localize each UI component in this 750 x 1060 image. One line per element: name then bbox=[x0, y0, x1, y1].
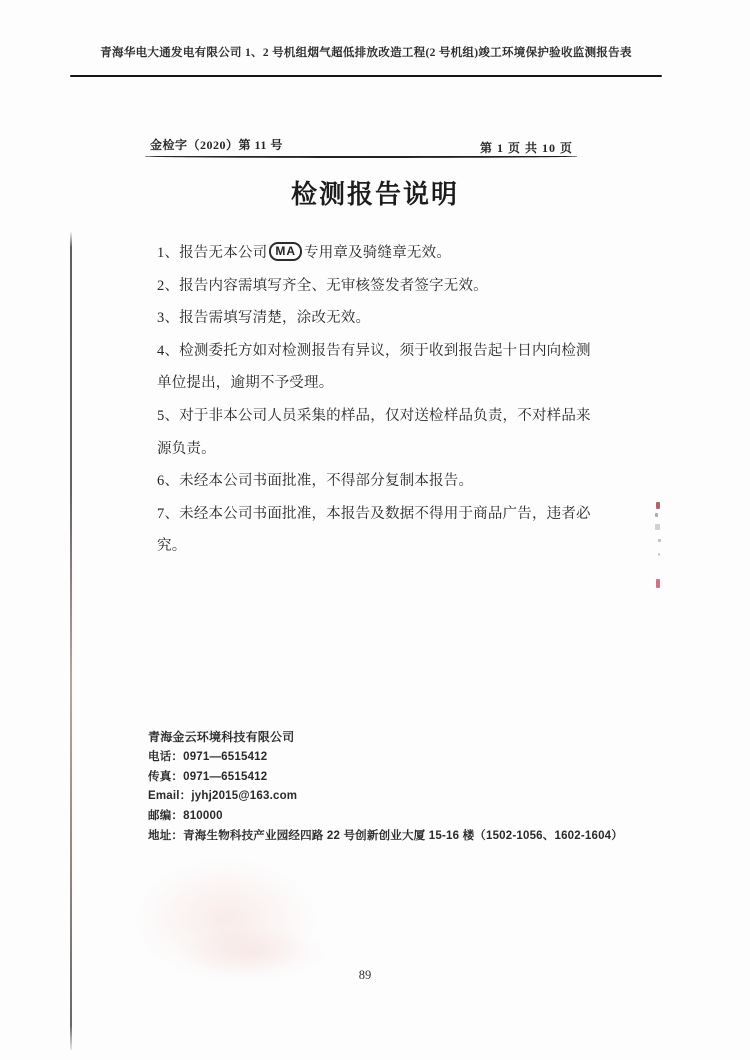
contact-address: 地址：青海生物科技产业园经四路 22 号创新创业大厦 15-16 楼（1502-1056、1602-1604） bbox=[148, 829, 623, 842]
contact-email: Email：jyhj2015@163.com bbox=[148, 790, 298, 803]
cma-stamp-text: MA bbox=[275, 244, 297, 258]
note-line: 单位提出，逾期不予受理。 bbox=[157, 375, 334, 392]
doc-number: 金检字（2020）第 11 号 bbox=[150, 138, 283, 152]
note-line: 5、对于非本公司人员采集的样品，仅对送检样品负责，不对样品来 bbox=[157, 407, 591, 424]
scan-mark-artifact bbox=[656, 502, 660, 509]
contact-block bbox=[148, 728, 623, 847]
note-line: 7、未经本公司书面批准，本报告及数据不得用于商品广告，违者必 bbox=[157, 505, 591, 522]
note-line bbox=[157, 237, 637, 270]
scan-mark-artifact bbox=[655, 513, 658, 517]
note-line: 4、检测委托方如对检测报告有异议，须于收到报告起十日内向检测 bbox=[157, 342, 591, 359]
contact-phone: 电话：0971—6515412 bbox=[148, 750, 268, 763]
scan-mark-artifact bbox=[655, 524, 660, 530]
note-1-suffix: 专用章及骑缝章无效。 bbox=[304, 245, 452, 261]
note-line: 6、未经本公司书面批准，不得部分复制本报告。 bbox=[157, 473, 474, 490]
scan-mark-artifact bbox=[656, 579, 660, 588]
scan-mark-artifact bbox=[658, 553, 660, 556]
report-title: 检测报告说明 bbox=[290, 180, 459, 209]
document-header-title: 青海华电大通发电有限公司 1、2 号机组烟气超低排放改造工程(2 号机组)竣工环境保护验收监测报告表 bbox=[100, 47, 632, 59]
note-line: 3、报告需填写清楚，涂改无效。 bbox=[157, 310, 371, 327]
contact-postcode: 邮编：810000 bbox=[148, 810, 223, 823]
header-rule bbox=[70, 75, 662, 77]
notes-list bbox=[157, 237, 637, 563]
company-name: 青海金云环境科技有限公司 bbox=[148, 730, 295, 744]
note-line: 2、报告内容需填写齐全、无审核签发者签字无效。 bbox=[157, 277, 488, 294]
note-line: 究。 bbox=[157, 538, 187, 555]
scan-streak-artifact bbox=[70, 231, 72, 1050]
scan-mark-artifact bbox=[658, 539, 661, 542]
note-1-prefix: 1、报告无本公司 bbox=[157, 245, 268, 261]
note-line: 源负责。 bbox=[157, 440, 216, 457]
page-number: 89 bbox=[358, 968, 372, 982]
cma-stamp-icon bbox=[269, 242, 302, 261]
page-indicator: 第 1 页 共 10 页 bbox=[479, 141, 573, 155]
stamp-bleed-artifact bbox=[135, 845, 325, 980]
contact-fax: 传真：0971—6515412 bbox=[148, 770, 268, 783]
doc-number-rule bbox=[145, 156, 577, 158]
